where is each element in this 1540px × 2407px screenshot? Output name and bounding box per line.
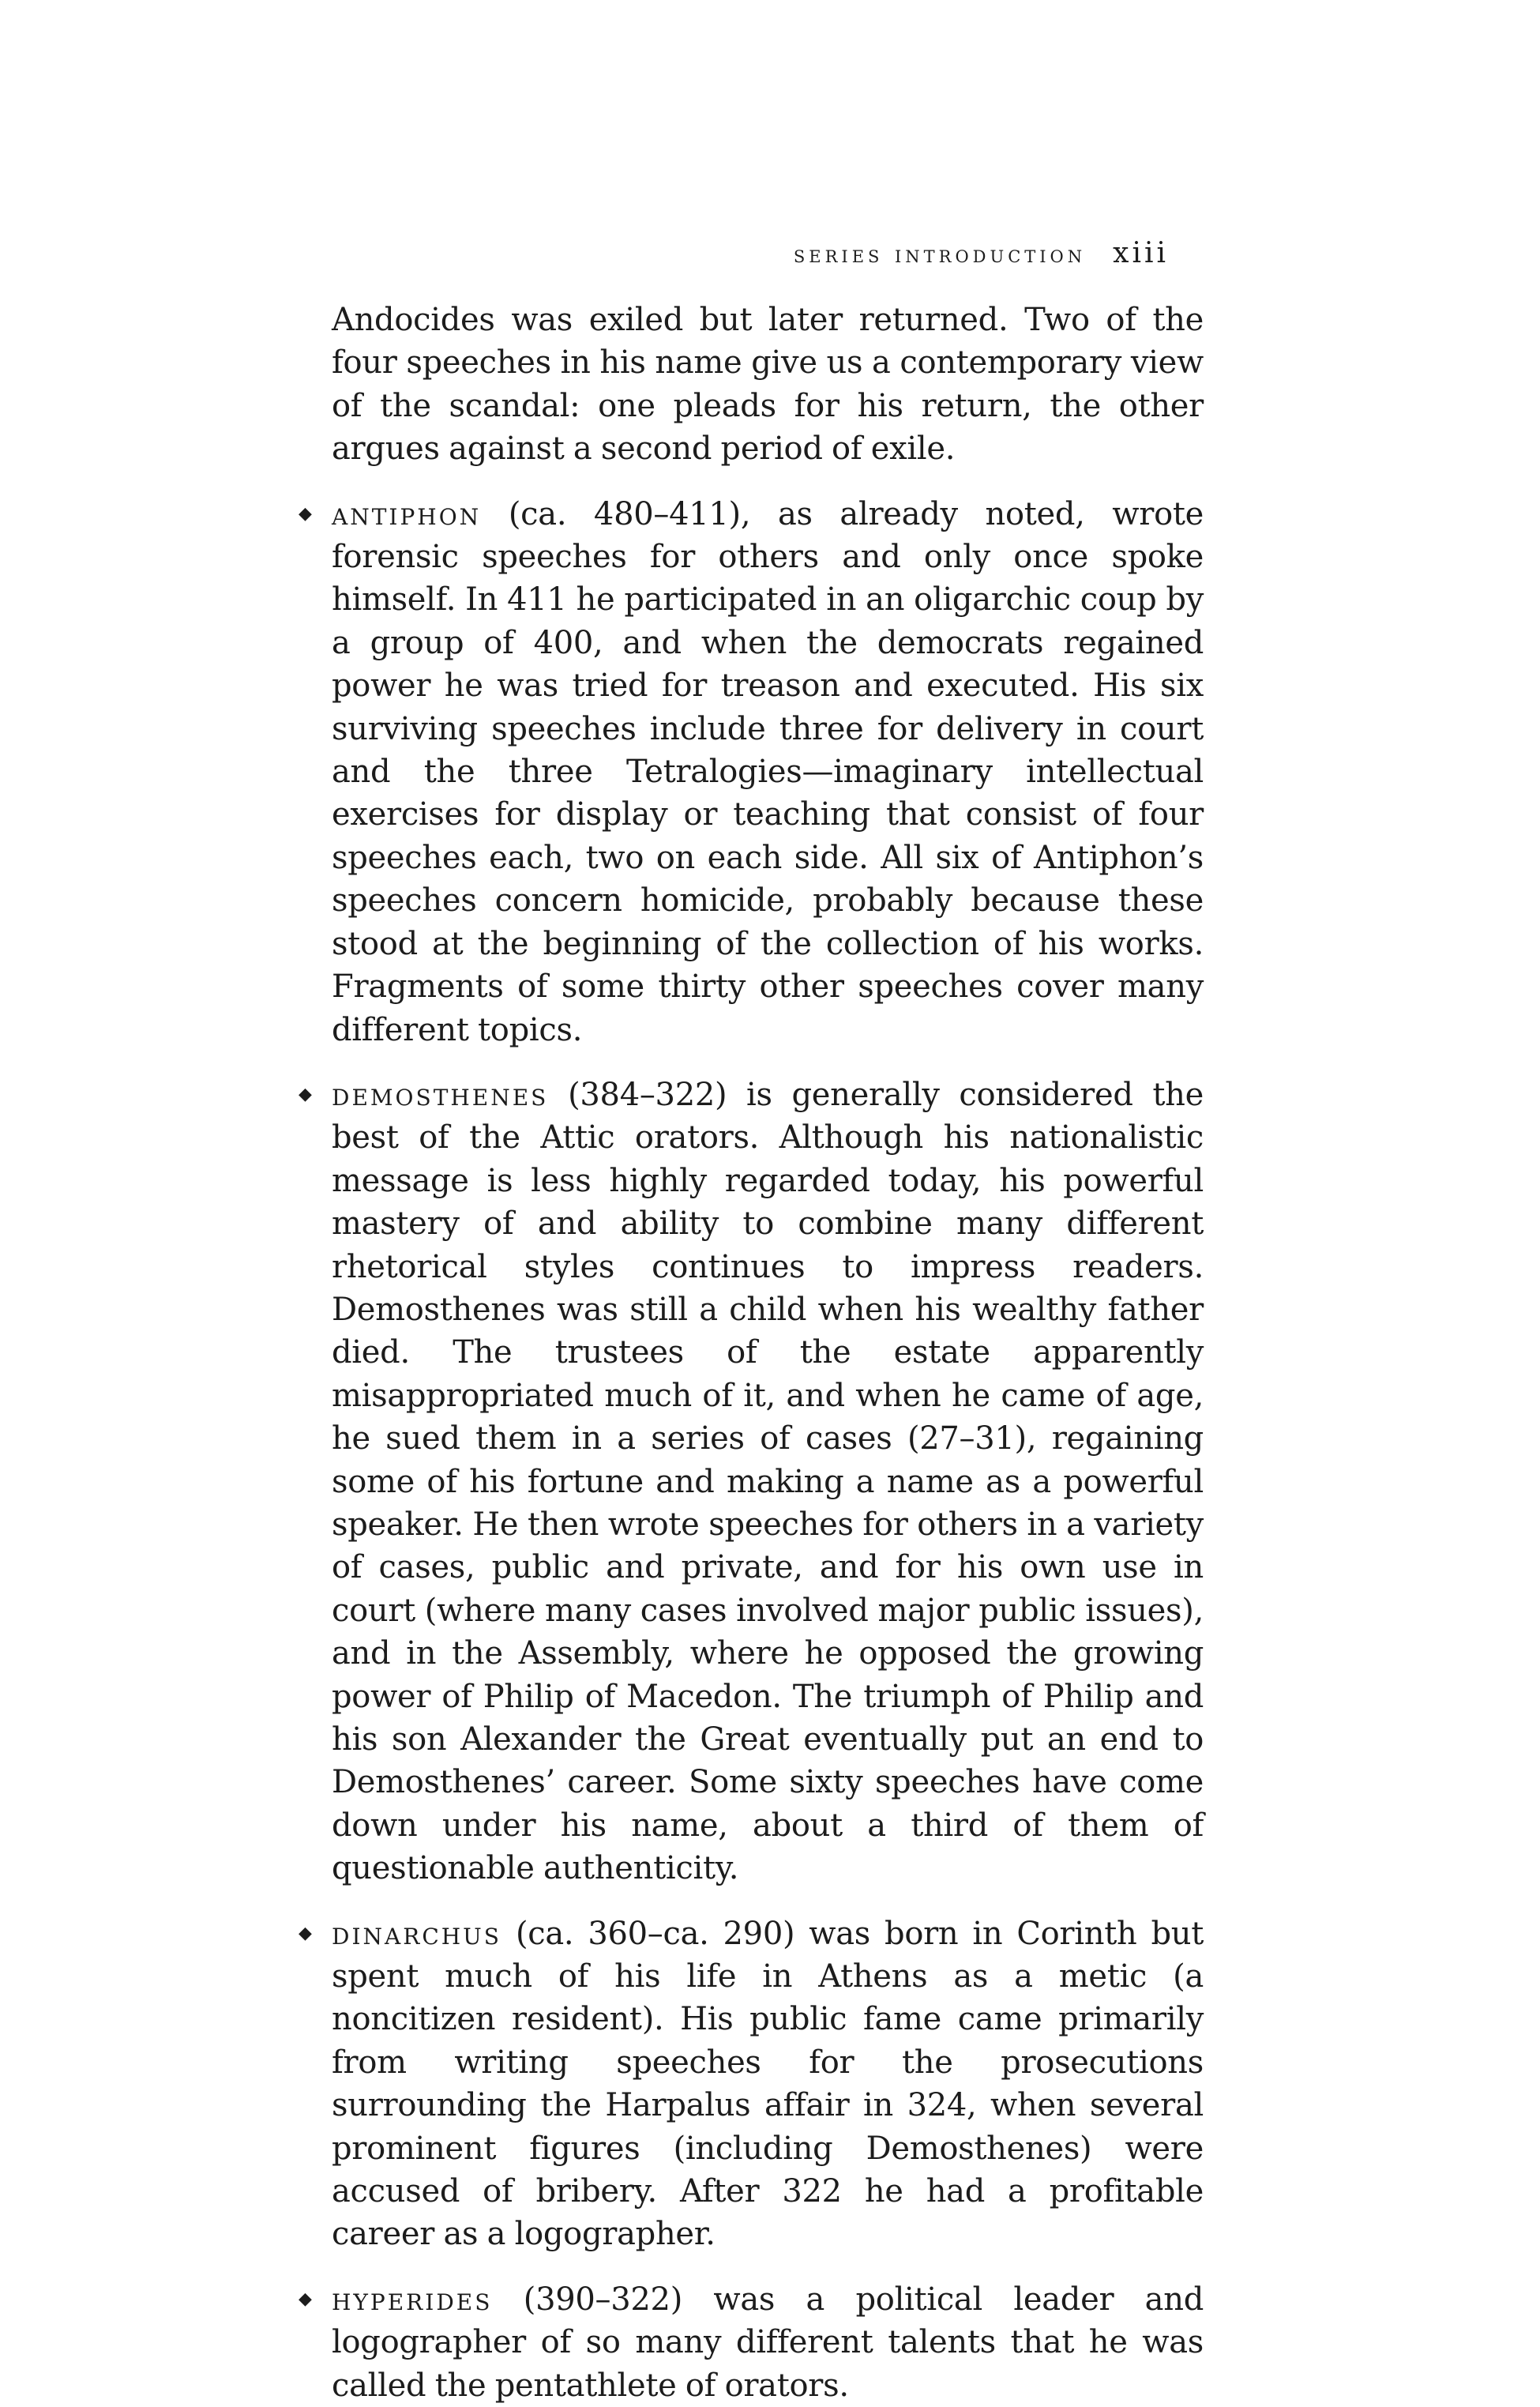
orator-name: demosthenes xyxy=(332,1076,549,1113)
running-head xyxy=(794,239,1169,269)
diamond-bullet-icon: ◆ xyxy=(299,503,312,524)
orator-name: antiphon xyxy=(332,495,482,532)
entry-paragraph xyxy=(332,1912,1204,2256)
diamond-bullet-icon: ◆ xyxy=(299,2289,312,2309)
text-block xyxy=(299,299,1204,2407)
orator-entry-antiphon xyxy=(299,493,1204,1051)
entry-paragraph xyxy=(332,2278,1204,2407)
orator-entry-hyperides xyxy=(299,2278,1204,2407)
entry-paragraph xyxy=(332,1074,1204,1890)
orator-name: dinarchus xyxy=(332,1915,501,1952)
entry-text: (ca. 360–ca. 290) was born in Corinth but spent much of his life in Athens as a metic (a noncitizen resident). His public fame came primarily from writing speeches for the prosecutions surrounding the Harpalus affair in 324, when several prominent figures (including Demosthenes) were accused of bribery. After 322 he had a profitable career as a logographer. xyxy=(332,1915,1204,2253)
continuation-paragraph: Andocides was exiled but later returned. Two of the four speeches in his name give us a contemporary view of the scandal: one pleads for his return, the other argues against a second period of exile. xyxy=(332,302,1204,468)
orator-entry-dinarchus xyxy=(299,1912,1204,2256)
entry-text: (ca. 480–411), as already noted, wrote forensic speeches for others and only once spoke himself. In 411 he participated in an oligarchic coup by a group of 400, and when the democrats regained power he was tried for treason and executed. His six surviving speeches include three for delivery in court and the three Tetralogies—imaginary intellectual exercises for display or teaching that consist of four speeches each, two on each side. All six of Antiphon’s speeches concern homicide, probably because these stood at the beginning of the collection of his works. Fragments of some thirty other speeches cover many different topics. xyxy=(332,495,1204,1048)
entry-text: (390–322) was a political leader and logographer of so many different talents that he was called the pentathlete of orators. xyxy=(332,2281,1204,2404)
page-number: xiii xyxy=(1113,237,1169,269)
diamond-bullet-icon: ◆ xyxy=(299,1084,312,1104)
running-head-title: series introduction xyxy=(793,241,1087,269)
orator-name: hyperides xyxy=(332,2281,493,2318)
diamond-bullet-icon: ◆ xyxy=(299,1923,312,1943)
orator-entry-demosthenes xyxy=(299,1074,1204,1890)
entry-paragraph xyxy=(332,493,1204,1051)
entry-text: (384–322) is generally considered the best of the Attic orators. Although his nationalistic message is less highly regarded today, his powerful mastery of and ability to combine many different rhetorical styles continues to impress readers. Demosthenes was still a child when his wealthy father died. The trustees of the estate apparently misappropriated much of it, and when he came of age, he sued them in a series of cases (27–31), regaining some of his fortune and making a name as a powerful speaker. He then wrote speeches for others in a variety of cases, public and private, and for his own use in court (where many cases involved major public issues), and in the Assembly, where he opposed the growing power of Philip of Macedon. The triumph of Philip and his son Alexander the Great eventually put an end to Demosthenes’ career. Some sixty speeches have come down under his name, about a third of them of questionable authenticity. xyxy=(332,1076,1204,1887)
